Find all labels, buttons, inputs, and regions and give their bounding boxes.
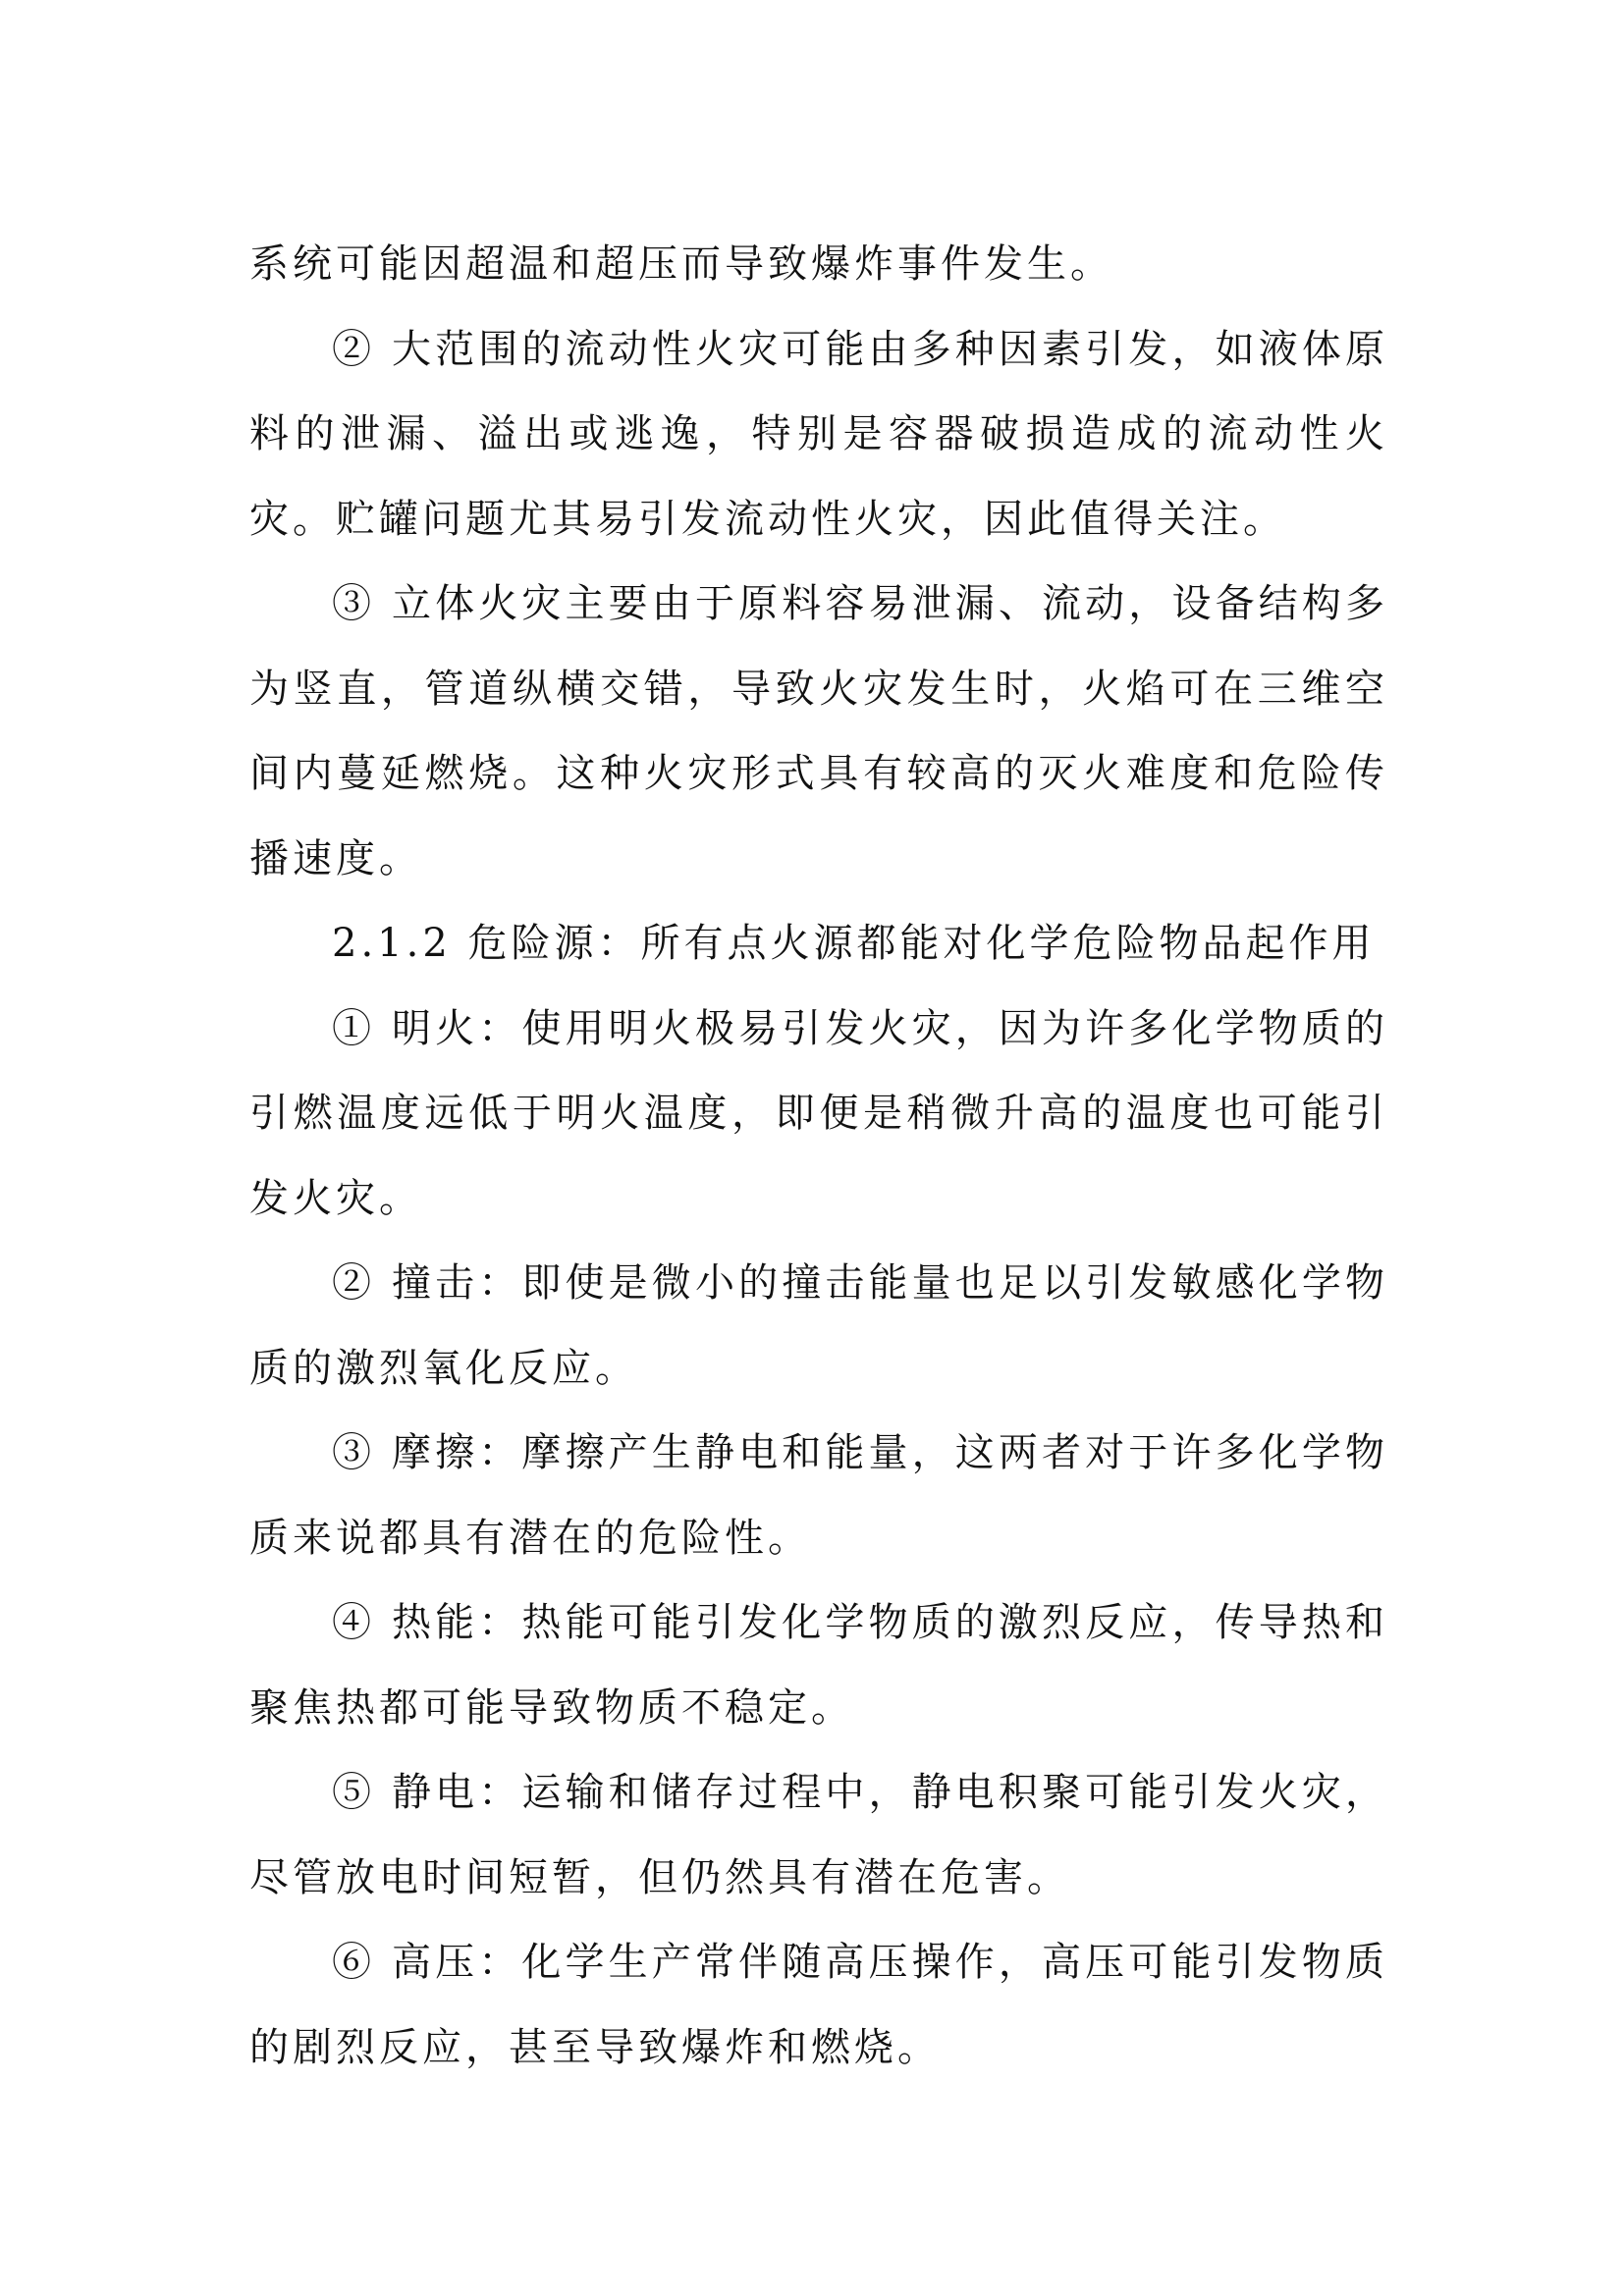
document-body: [249, 222, 1388, 2090]
paragraph-item-3-three-dimensional-fire: ③ 立体火灾主要由于原料容易泄漏、流动，设备结构多为竖直，管道纵横交错，导致火灾发生时，火焰可在三维空间内蔓延燃烧。这种火灾形式具有较高的灭火难度和危险传播速度。: [249, 581, 1388, 881]
paragraph-item-4-heat: ④ 热能：热能可能引发化学物质的激烈反应，传导热和聚焦热都可能导致物质不稳定。: [249, 1600, 1388, 1731]
paragraph-item-5-static: ⑤ 静电：运输和储存过程中，静电积聚可能引发火灾，尽管放电时间短暂，但仍然具有潜在危害。: [249, 1770, 1388, 1900]
paragraph-item-6-high-pressure: ⑥ 高压：化学生产常伴随高压操作，高压可能引发物质的剧烈反应，甚至导致爆炸和燃烧。: [249, 1940, 1388, 2070]
paragraph-item-2-flowing-fire: ② 大范围的流动性火灾可能由多种因素引发，如液体原料的泄漏、溢出或逃逸，特别是容器破损造成的流动性火灾。贮罐问题尤其易引发流动性火灾，因此值得关注。: [249, 326, 1388, 542]
paragraph-item-3-friction: ③ 摩擦：摩擦产生静电和能量，这两者对于许多化学物质来说都具有潜在的危险性。: [249, 1430, 1388, 1561]
paragraph-continuation: 系统可能因超温和超压而导致爆炸事件发生。: [249, 241, 1113, 287]
section-heading-2-1-2: 2.1.2 危险源：所有点火源都能对化学危险物品起作用: [332, 921, 1376, 966]
paragraph-item-1-open-flame: ① 明火：使用明火极易引发火灾，因为许多化学物质的引燃温度远低于明火温度，即便是稍微升高的温度也可能引发火灾。: [249, 1005, 1388, 1221]
paragraph-item-2-impact: ② 撞击：即使是微小的撞击能量也足以引发敏感化学物质的激烈氧化反应。: [249, 1260, 1388, 1391]
